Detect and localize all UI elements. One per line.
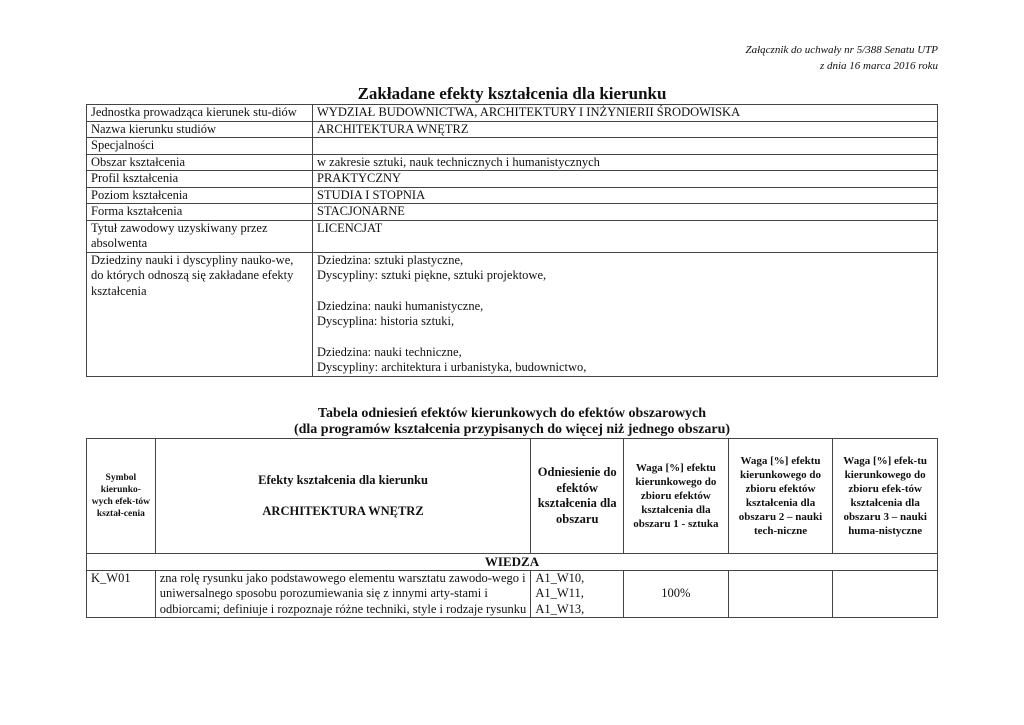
header-effects-gap bbox=[160, 488, 527, 504]
effect-symbol: K_W01 bbox=[87, 570, 156, 618]
info-value bbox=[313, 138, 938, 155]
discipline-line: Dziedzina: nauki humanistyczne, bbox=[317, 298, 484, 313]
info-value: w zakresie sztuki, nauk technicznych i humanistycznych bbox=[313, 154, 938, 171]
effect-references bbox=[531, 570, 624, 618]
header-effects-line-1: Efekty kształcenia dla kierunku bbox=[258, 472, 428, 487]
discipline-line: Dyscyplina: historia sztuki, bbox=[317, 314, 455, 328]
section-label: WIEDZA bbox=[87, 554, 938, 571]
document-title: Zakładane efekty kształcenia dla kierunku bbox=[357, 84, 667, 103]
header-weight-1: Waga [%] efektu kierunkowego do zbioru efektów kształcenia dla obszaru 1 - sztuka bbox=[624, 439, 729, 554]
info-label: Forma kształcenia bbox=[87, 204, 313, 221]
table-row bbox=[87, 570, 938, 618]
discipline-gap bbox=[317, 330, 933, 345]
header-reference: Odniesienie do efektów kształcenia dla obszaru bbox=[531, 439, 624, 554]
header-effects bbox=[155, 439, 531, 554]
reference-code: A1_W13, bbox=[535, 601, 585, 616]
info-label: Poziom kształcenia bbox=[87, 187, 313, 204]
weight-2-value bbox=[728, 570, 833, 618]
attachment-line-1: Załącznik do uchwały nr 5/388 Senatu UTP bbox=[745, 44, 938, 56]
section-row bbox=[87, 554, 938, 571]
info-row-disciplines bbox=[87, 252, 938, 376]
reference-code: A1_W11, bbox=[535, 586, 584, 600]
info-row bbox=[87, 138, 938, 155]
info-label: Specjalności bbox=[87, 138, 313, 155]
header-effects-line-2: ARCHITEKTURA WNĘTRZ bbox=[262, 504, 424, 518]
effects-table bbox=[86, 438, 938, 618]
info-label: Jednostka prowadząca kierunek stu-diów bbox=[87, 105, 313, 122]
discipline-line: Dyscypliny: architektura i urbanistyka, budownictwo, bbox=[317, 360, 587, 374]
info-value: WYDZIAŁ BUDOWNICTWA, ARCHITEKTURY I INŻYNIERII ŚRODOWISKA bbox=[313, 105, 938, 122]
reference-code: A1_W10, bbox=[535, 570, 585, 585]
info-row bbox=[87, 187, 938, 204]
discipline-line: Dyscypliny: sztuki piękne, sztuki projektowe, bbox=[317, 268, 547, 282]
effects-header-row bbox=[87, 439, 938, 554]
attachment-line-2: z dnia 16 marca 2016 roku bbox=[819, 60, 938, 72]
info-row bbox=[87, 204, 938, 221]
info-value: LICENCJAT bbox=[313, 220, 938, 252]
info-row bbox=[87, 121, 938, 138]
info-label: Obszar kształcenia bbox=[87, 154, 313, 171]
discipline-gap bbox=[317, 284, 933, 299]
info-row bbox=[87, 105, 938, 122]
table2-title bbox=[0, 406, 1024, 438]
program-info-table bbox=[86, 104, 938, 377]
weight-1-value: 100% bbox=[624, 570, 729, 618]
info-value: STUDIA I STOPNIA bbox=[313, 187, 938, 204]
info-value: STACJONARNE bbox=[313, 204, 938, 221]
header-weight-3: Waga [%] efek-tu kierunkowego do zbioru efek-tów kształcenia dla obszaru 3 – nauki huma-nistyczne bbox=[833, 439, 938, 554]
table2-title-line-2: (dla programów kształcenia przypisanych do więcej niż jednego obszaru) bbox=[293, 422, 731, 437]
info-label: Dziedziny nauki i dyscypliny nauko-we, do których odnoszą się zakładane efekty kształcenia bbox=[87, 252, 313, 376]
info-label: Nazwa kierunku studiów bbox=[87, 121, 313, 138]
discipline-line: Dziedzina: nauki techniczne, bbox=[317, 344, 462, 359]
weight-3-value bbox=[833, 570, 938, 618]
effect-description: zna rolę rysunku jako podstawowego elementu warsztatu zawodo-wego i uniwersalnego sposobu porozumiewania się z innymi arty-stami i odbiorcami; definiuje i rozpoznaje różne techniki, style i rodzaje rysunku bbox=[155, 570, 531, 618]
info-label: Profil kształcenia bbox=[87, 171, 313, 188]
discipline-line: Dziedzina: sztuki plastyczne, bbox=[317, 252, 464, 267]
info-row bbox=[87, 171, 938, 188]
table2-title-line-1: Tabela odniesień efektów kierunkowych do efektów obszarowych bbox=[317, 406, 707, 421]
info-value: ARCHITEKTURA WNĘTRZ bbox=[313, 121, 938, 138]
header-weight-2: Waga [%] efektu kierunkowego do zbioru efektów kształcenia dla obszaru 2 – nauki tech-niczne bbox=[728, 439, 833, 554]
info-label: Tytuł zawodowy uzyskiwany przez absolwenta bbox=[87, 220, 313, 252]
disciplines-value bbox=[313, 252, 938, 376]
info-value: PRAKTYCZNY bbox=[313, 171, 938, 188]
info-row bbox=[87, 154, 938, 171]
attachment-note bbox=[746, 42, 939, 74]
info-row bbox=[87, 220, 938, 252]
header-symbol: Symbol kierunko-wych efek-tów kształ-cenia bbox=[87, 439, 156, 554]
